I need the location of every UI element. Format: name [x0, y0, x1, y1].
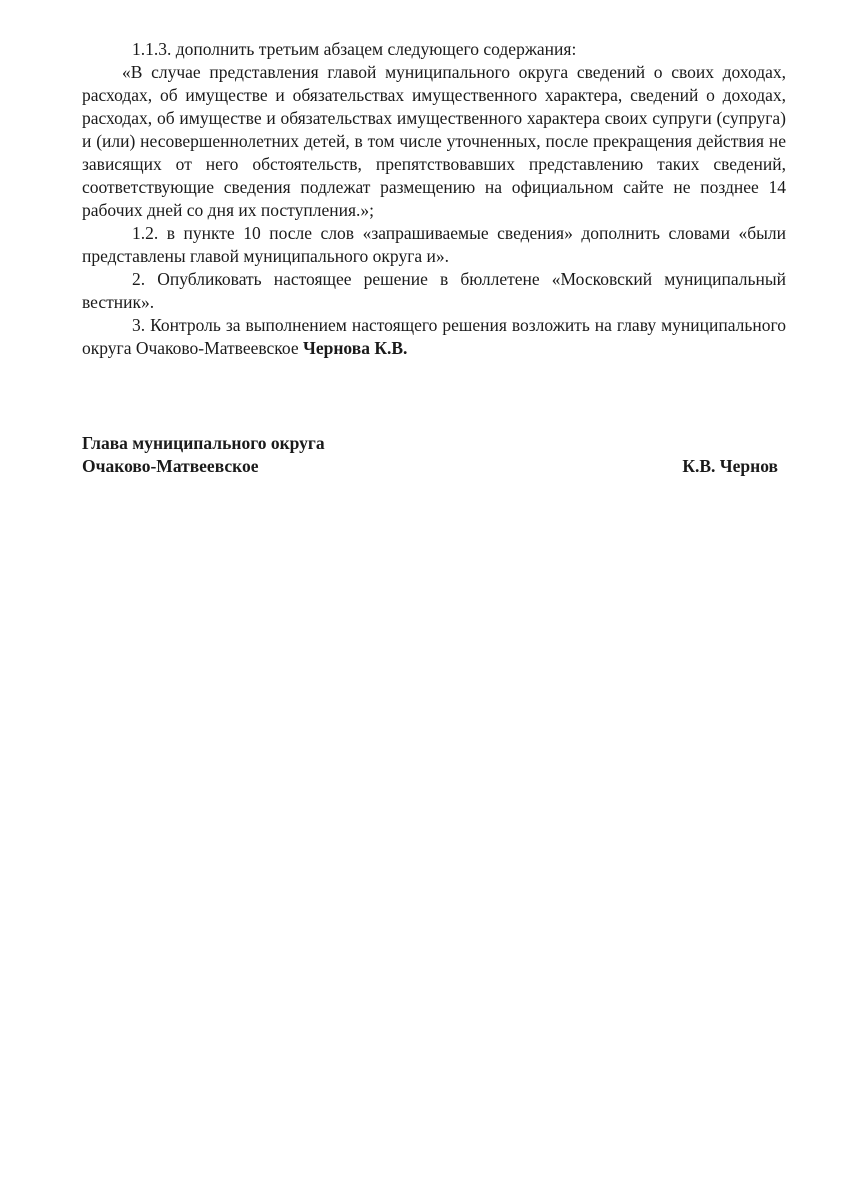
- signature-block: [82, 432, 778, 478]
- signature-title-line: Глава муниципального округа: [82, 433, 325, 453]
- paragraph-3-text: 3. Контроль за выполнением настоящего решения возложить на главу муниципального округа Очаково-Матвеевское: [82, 315, 786, 358]
- paragraph-3: [82, 314, 786, 360]
- signature-name: К.В. Чернов: [682, 456, 778, 476]
- paragraph-3-bold-name: Чернова К.В.: [303, 338, 408, 358]
- paragraph-2: 2. Опубликовать настоящее решение в бюллетене «Московский муниципальный вестник».: [82, 269, 786, 312]
- signature-district: Очаково-Матвеевское: [82, 456, 259, 476]
- document-body: [82, 38, 786, 360]
- paragraph-1-2: 1.2. в пункте 10 после слов «запрашиваемые сведения» дополнить словами «были представлены главой муниципального округа и».: [82, 223, 786, 266]
- signature-row: [82, 455, 778, 478]
- paragraph-1-1-3: 1.1.3. дополнить третьим абзацем следующего содержания:: [132, 39, 577, 59]
- paragraph-quote: «В случае представления главой муниципального округа сведений о своих доходах, расходах, об имуществе и обязательствах имущественного характера, сведений о доходах, расходах, об имуществе и обязательствах имущественного характера своих супруги (супруга) и (или) несовершеннолетних детей, в том числе уточненных, после прекращения действия не зависящих от него обстоятельств, препятствовавших представлению таких сведений, соответствующие сведения подлежат размещению на официальном сайте не позднее 14 рабочих дней со дня их поступления.»;: [82, 62, 786, 220]
